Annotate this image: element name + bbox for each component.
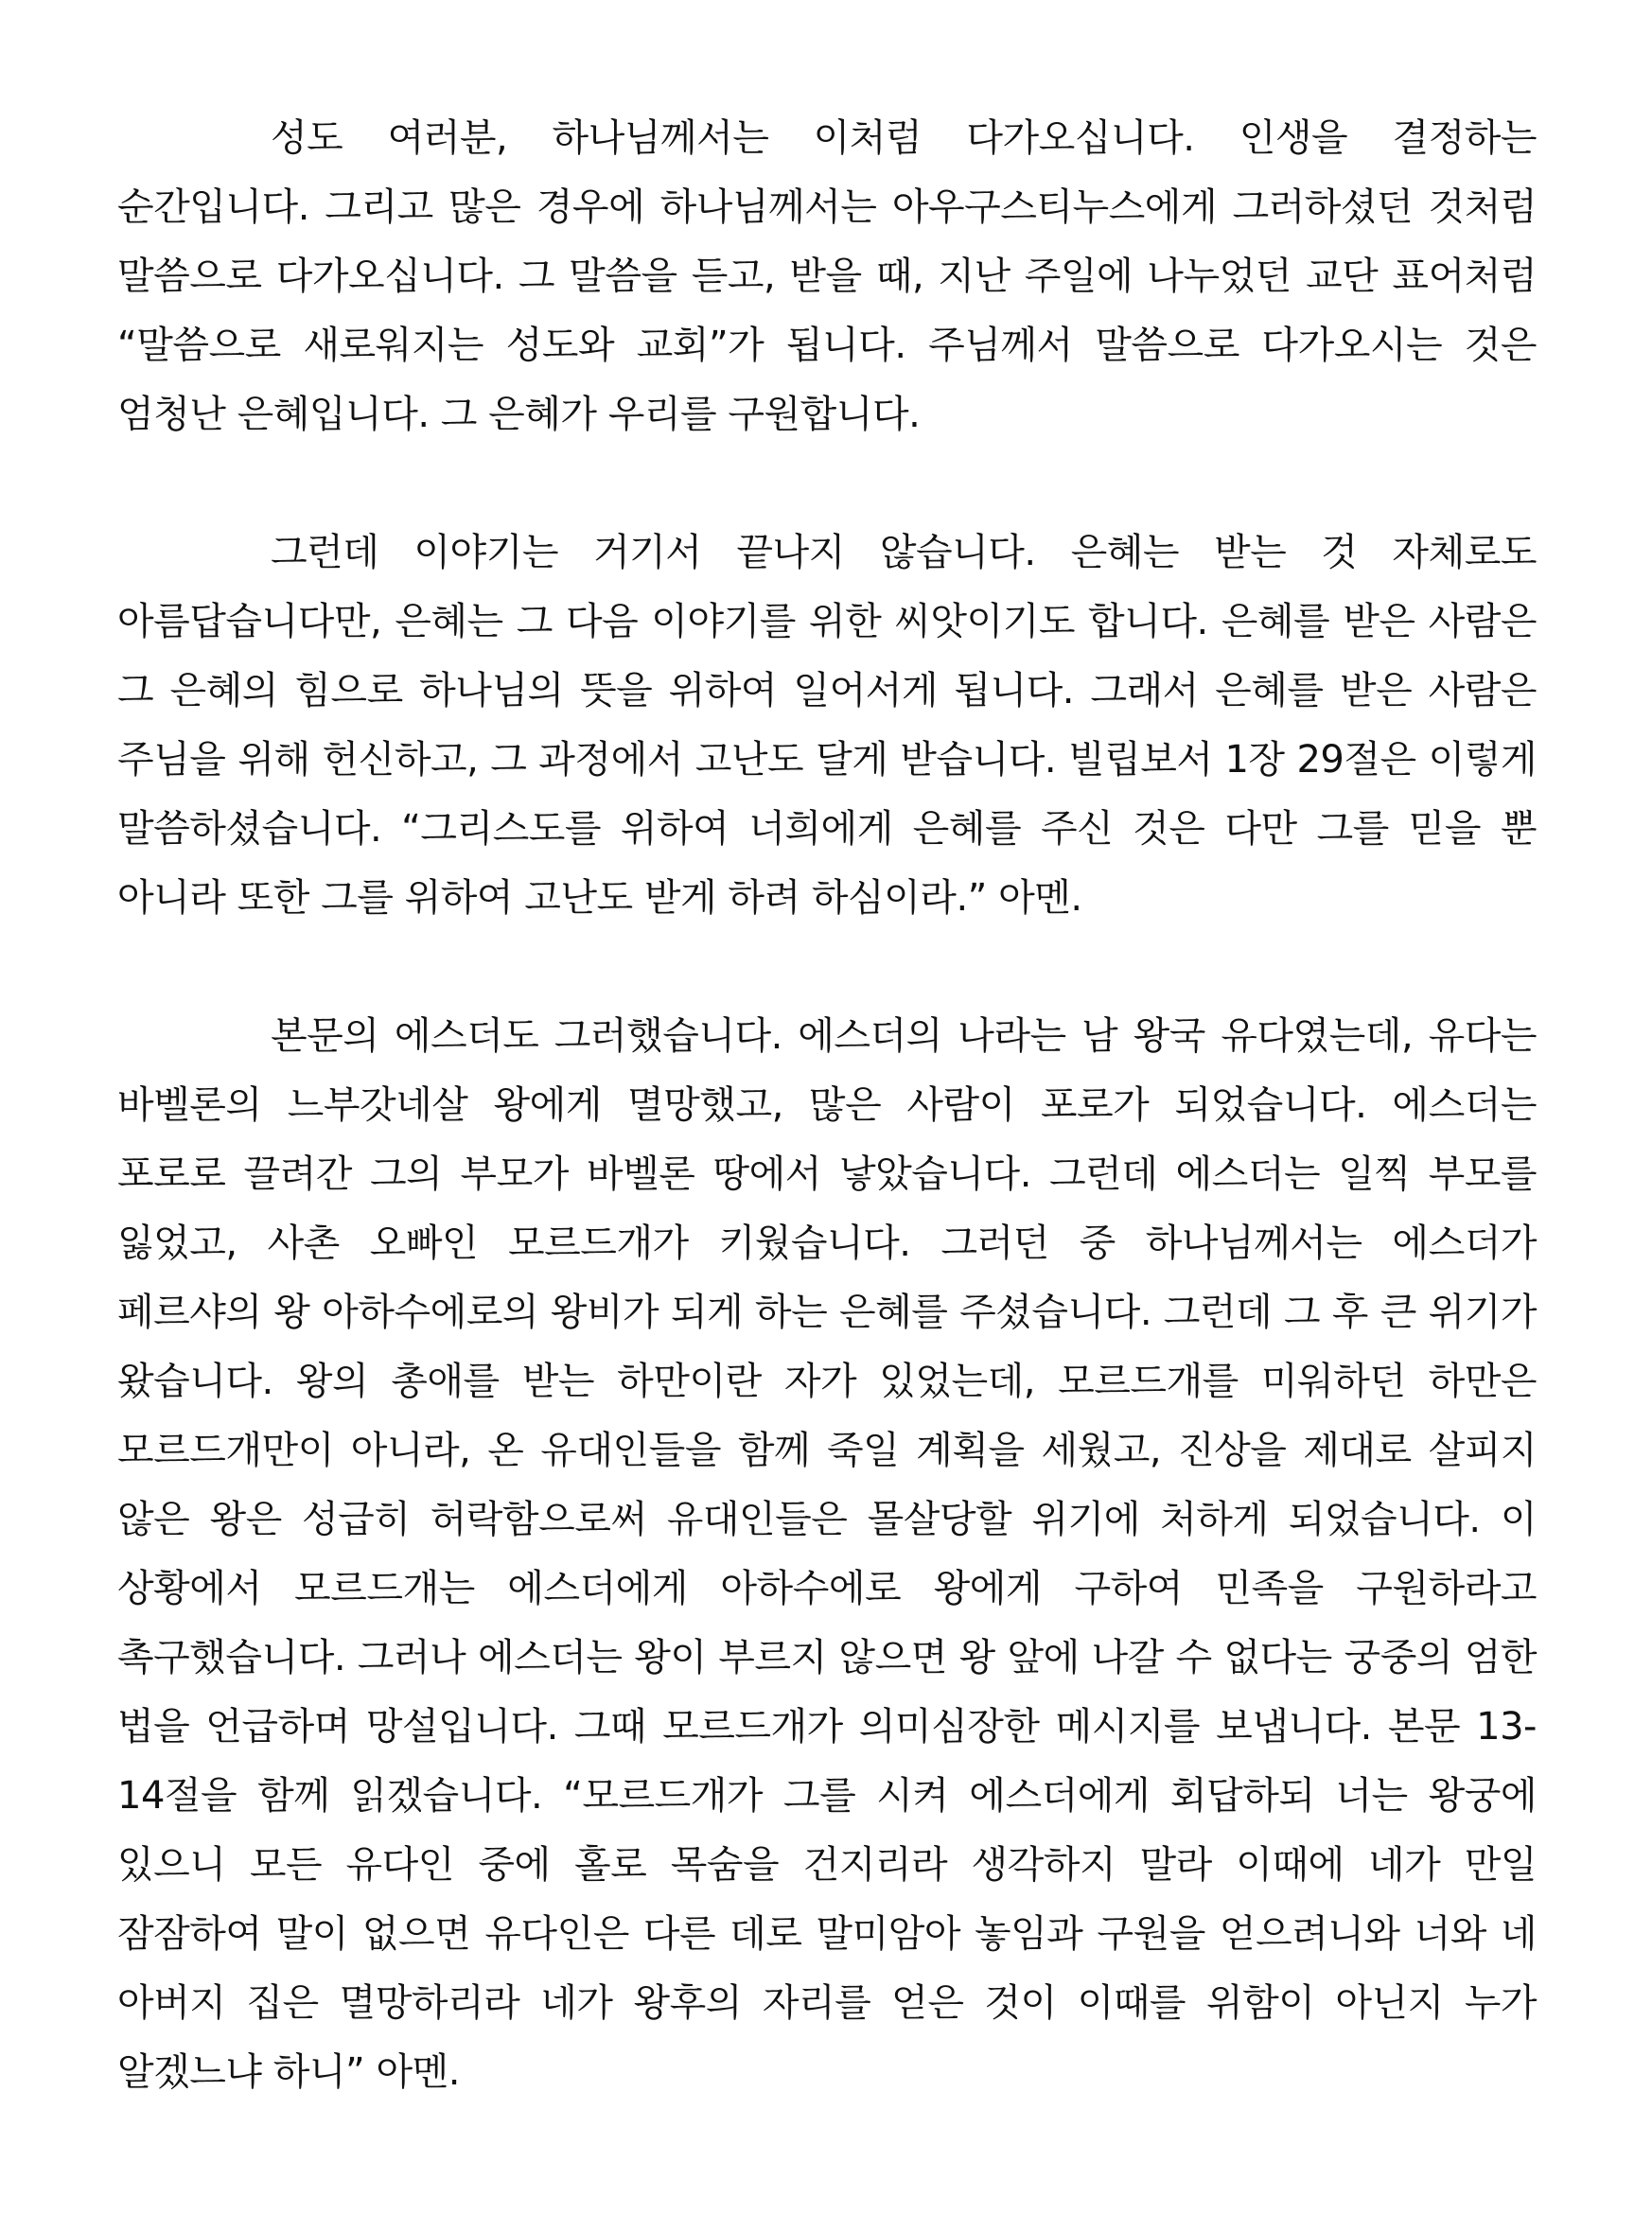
document-page <box>117 104 1537 2107</box>
paragraph-1: 성도 여러분, 하나님께서는 이처럼 다가오십니다. 인생을 결정하는 순간입니다. 그리고 많은 경우에 하나님께서는 아우구스티누스에게 그러하셨던 것처럼 말씀으로 다가오십니다. 그 말씀을 듣고, 받을 때, 지난 주일에 나누었던 교단 표어처럼 “말씀으로 새로워지는 성도와 교회”가 됩니다. 주님께서 말씀으로 다가오시는 것은 엄청난 은혜입니다. 그 은혜가 우리를 구원합니다. <box>117 116 1537 436</box>
paragraph-3: 본문의 에스더도 그러했습니다. 에스더의 나라는 남 왕국 유다였는데, 유다는 바벨론의 느부갓네살 왕에게 멸망했고, 많은 사람이 포로가 되었습니다. 에스더는 포로로 끌려간 그의 부모가 바벨론 땅에서 낳았습니다. 그런데 에스더는 일찍 부모를 잃었고, 사촌 오빠인 모르드개가 키웠습니다. 그러던 중 하나님께서는 에스더가 페르샤의 왕 아하수에로의 왕비가 되게 하는 은혜를 주셨습니다. 그런데 그 후 큰 위기가 왔습니다. 왕의 총애를 받는 하만이란 자가 있었는데, 모르드개를 미워하던 하만은 모르드개만이 아니라, 온 유대인들을 함께 죽일 계획을 세웠고, 진상을 제대로 살피지 않은 왕은 성급히 허락함으로써 유대인들은 몰살당할 위기에 처하게 되었습니다. 이 상황에서 모르드개는 에스더에게 아하수에로 왕에게 구하여 민족을 구원하라고 촉구했습니다. 그러나 에스더는 왕이 부르지 않으면 왕 앞에 나갈 수 없다는 궁중의 엄한 법을 언급하며 망설입니다. 그때 모르드개가 의미심장한 메시지를 보냅니다. 본문 13-14절을 함께 읽겠습니다. “모르드개가 그를 시켜 에스더에게 회답하되 너는 왕궁에 있으니 모든 유다인 중에 홀로 목숨을 건지리라 생각하지 말라 이때에 네가 만일 잠잠하여 말이 없으면 유다인은 다른 데로 말미암아 놓임과 구원을 얻으려니와 너와 네 아버지 집은 멸망하리라 네가 왕후의 자리를 얻은 것이 이때를 위함이 아닌지 누가 알겠느냐 하니” 아멘. <box>117 1014 1537 2094</box>
paragraph-2: 그런데 이야기는 거기서 끝나지 않습니다. 은혜는 받는 것 자체로도 아름답습니다만, 은혜는 그 다음 이야기를 위한 씨앗이기도 합니다. 은혜를 받은 사람은 그 은혜의 힘으로 하나님의 뜻을 위하여 일어서게 됩니다. 그래서 은혜를 받은 사람은 주님을 위해 헌신하고, 그 과정에서 고난도 달게 받습니다. 빌립보서 1장 29절은 이렇게 말씀하셨습니다. “그리스도를 위하여 너희에게 은혜를 주신 것은 다만 그를 믿을 뿐 아니라 또한 그를 위하여 고난도 받게 하려 하심이라.” 아멘. <box>117 531 1537 920</box>
